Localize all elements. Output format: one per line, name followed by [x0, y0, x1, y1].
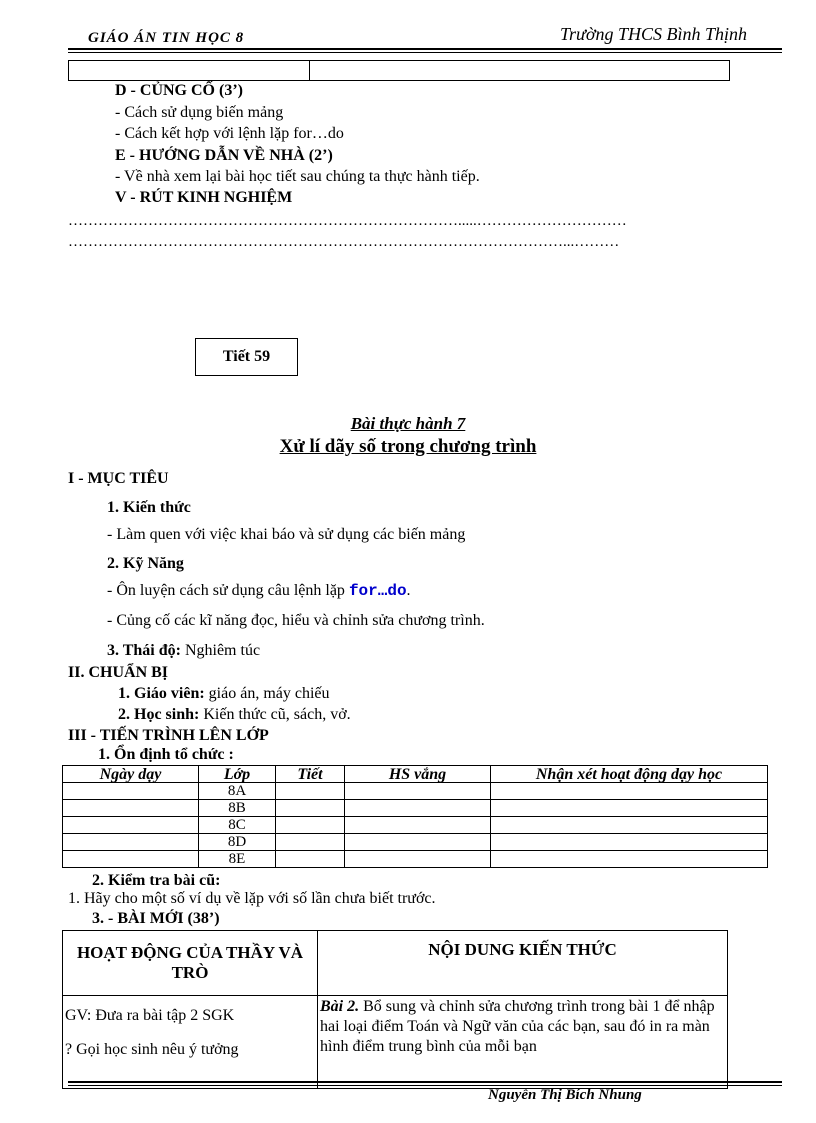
- col-class: Lớp: [199, 766, 276, 783]
- header-rule: [68, 48, 782, 50]
- procedure-heading: III - TIẾN TRÌNH LÊN LỚP: [68, 727, 269, 744]
- activity-header-row: [63, 931, 728, 996]
- skills-text-1-suffix: .: [406, 582, 411, 599]
- student-line: [118, 706, 351, 724]
- class-cell: 8A: [199, 783, 276, 800]
- activity-col1-cell: [63, 996, 318, 1089]
- table-row: [63, 851, 768, 868]
- check-heading: 2. Kiểm tra bài cũ:: [92, 872, 221, 889]
- preparation-heading: II. CHUẨN BỊ: [68, 664, 169, 681]
- activity-col1-header: HOẠT ĐỘNG CỦA THẦY VÀ TRÒ: [63, 931, 318, 996]
- activity-table: [62, 930, 728, 1089]
- attitude-label: 3. Thái độ:: [107, 642, 181, 659]
- exercise-label: Bài 2.: [320, 998, 360, 1015]
- lesson-title: Xử lí dãy số trong chương trình: [279, 436, 537, 457]
- prev-table-stub: [68, 60, 730, 81]
- check-question: 1. Hãy cho một số ví dụ về lặp với số lần chưa biết trước.: [68, 890, 436, 907]
- knowledge-heading: 1. Kiến thức: [107, 499, 191, 516]
- attitude-line: [107, 642, 260, 660]
- header-school: Trường THCS Bình Thịnh: [560, 24, 747, 44]
- activity-line-2: ? Gọi học sinh nêu ý tưởng: [65, 1041, 239, 1058]
- teacher-line: [118, 685, 330, 703]
- organization-heading: 1. Ổn định tổ chức :: [98, 746, 234, 763]
- student-value: Kiến thức cũ, sách, vở.: [199, 706, 351, 723]
- attendance-header-row: [63, 766, 768, 783]
- consolidation-item-1: - Cách sử dụng biến mảng: [115, 104, 284, 121]
- student-label: 2. Học sinh:: [118, 706, 200, 723]
- class-cell: 8D: [199, 834, 276, 851]
- teacher-value: giáo án, máy chiếu: [204, 685, 330, 702]
- knowledge-text: - Làm quen với việc khai báo và sử dụng các biến mảng: [107, 526, 466, 543]
- footer-rule: [68, 1081, 782, 1083]
- exercise-text: Bổ sung và chỉnh sửa chương trình trong bài 1 để nhập hai loại điểm Toán và Ngữ văn của các bạn, sau đó in ra màn hình điểm trung bình của mỗi bạn: [320, 998, 715, 1055]
- header-left-title: GIÁO ÁN TIN HỌC 8: [88, 30, 245, 46]
- class-cell: 8B: [199, 800, 276, 817]
- footer-author: Nguyễn Thị Bích Nhung: [488, 1087, 642, 1103]
- lesson-subtitle: Bài thực hành 7: [350, 414, 466, 433]
- footer-rule-thin: [68, 1085, 782, 1086]
- class-cell: 8C: [199, 817, 276, 834]
- consolidation-heading: D - CỦNG CỐ (3’): [115, 82, 243, 99]
- table-row: [63, 834, 768, 851]
- activity-row: [63, 996, 728, 1089]
- for-do-code: for…do: [348, 582, 407, 600]
- activity-line-1: GV: Đưa ra bài tập 2 SGK: [65, 1007, 235, 1024]
- table-row: [63, 800, 768, 817]
- skills-heading: 2. Kỹ Năng: [107, 555, 184, 572]
- experience-heading: V - RÚT KINH NGHIỆM: [115, 189, 293, 206]
- attendance-table: [62, 765, 768, 868]
- activity-col2-cell: [318, 996, 728, 1089]
- class-cell: 8E: [199, 851, 276, 868]
- objectives-heading: I - MỤC TIÊU: [68, 470, 169, 487]
- period-box: Tiết 59: [195, 338, 298, 376]
- col-remarks: Nhận xét hoạt động dạy học: [491, 766, 768, 783]
- new-lesson-heading: 3. - BÀI MỚI (38’): [92, 910, 220, 927]
- header-rule-thin: [68, 52, 782, 53]
- experience-dots-2: ………………………………………………………………………………………...………: [68, 234, 620, 250]
- col-date: Ngày dạy: [63, 766, 199, 783]
- consolidation-item-2: - Cách kết hợp với lệnh lặp for…do: [115, 125, 344, 142]
- activity-col2-header: NỘI DUNG KIẾN THỨC: [318, 931, 728, 996]
- skills-text-2: - Củng cố các kĩ năng đọc, hiểu và chỉnh sửa chương trình.: [107, 612, 485, 629]
- col-period: Tiết: [276, 766, 345, 783]
- skills-text-1-prefix: - Ôn luyện cách sử dụng câu lệnh lặp: [107, 582, 349, 599]
- homework-item: - Về nhà xem lại bài học tiết sau chúng ta thực hành tiếp.: [115, 168, 480, 185]
- table-row: [63, 817, 768, 834]
- homework-heading: E - HƯỚNG DẪN VỀ NHÀ (2’): [115, 147, 333, 164]
- table-row: [63, 783, 768, 800]
- experience-dots-1: …………………………………………………………………….....…………………………: [68, 213, 627, 229]
- skills-text-1: [107, 582, 411, 600]
- col-absent: HS vắng: [345, 766, 491, 783]
- teacher-label: 1. Giáo viên:: [118, 685, 205, 702]
- attitude-value: Nghiêm túc: [180, 642, 261, 659]
